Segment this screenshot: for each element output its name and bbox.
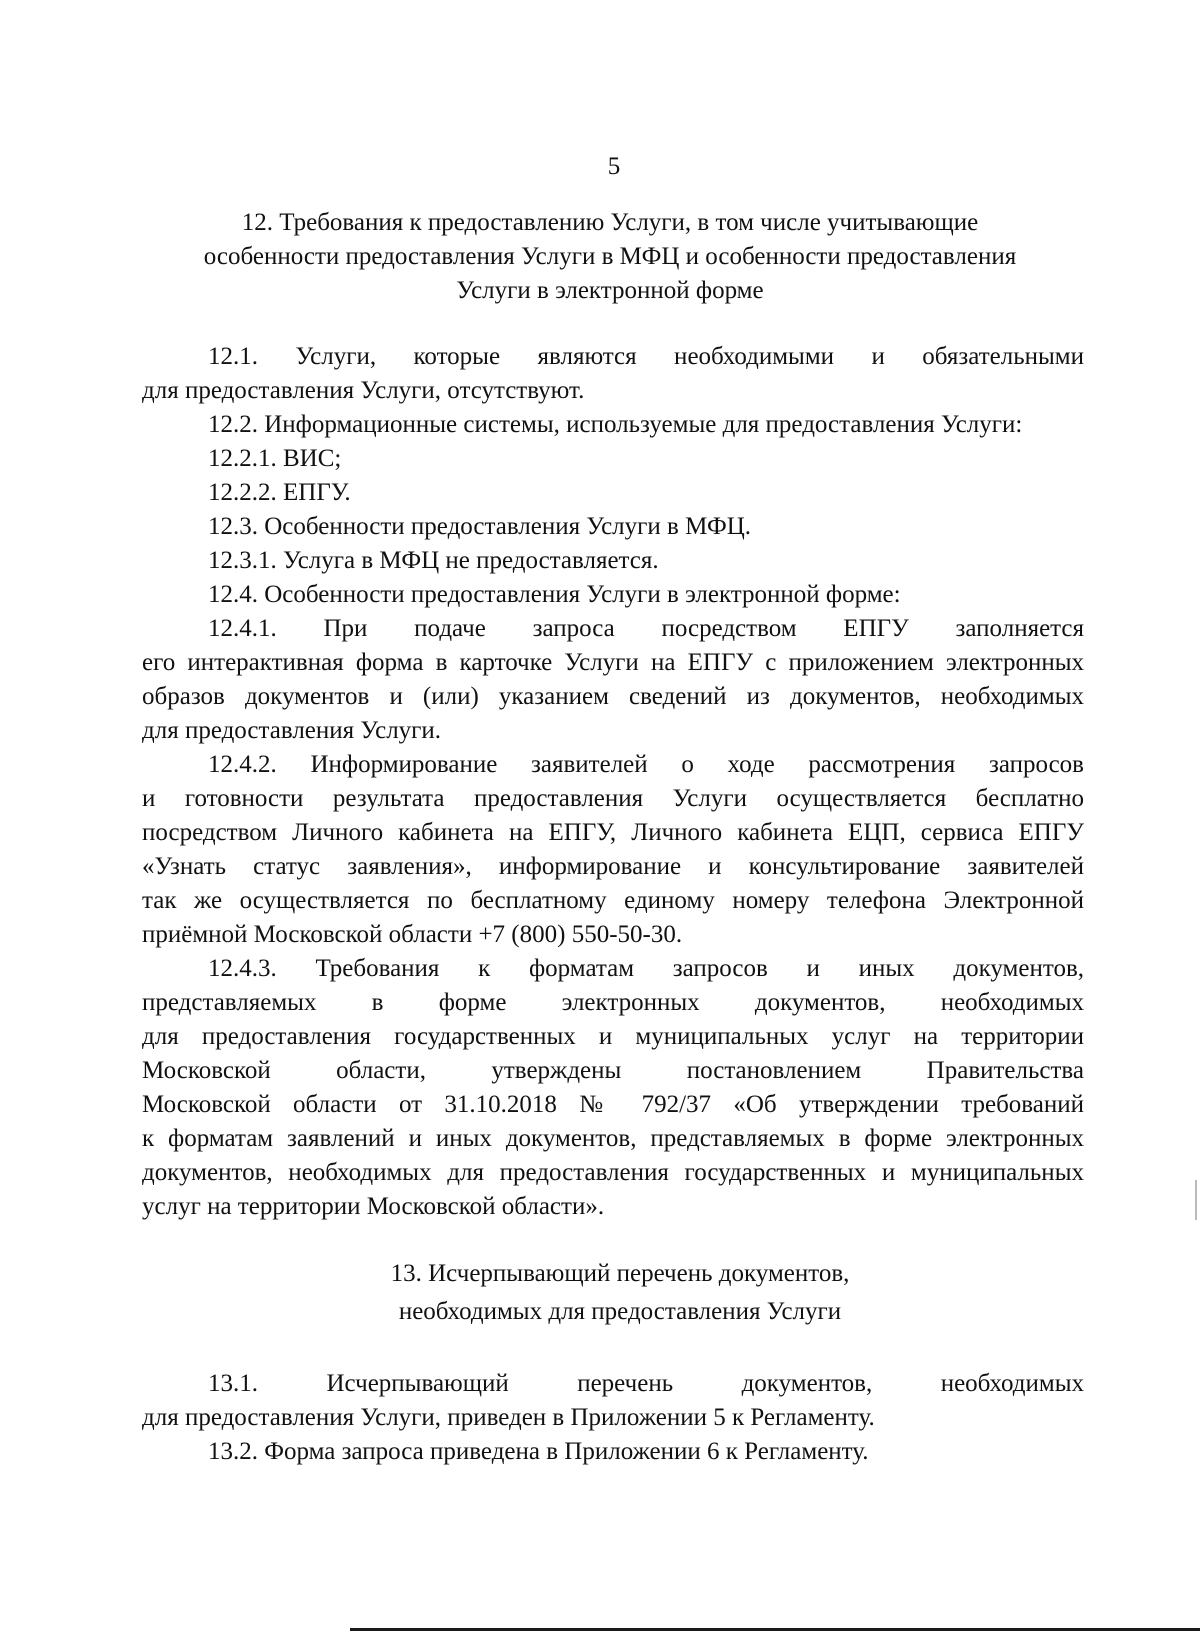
section-12-body [142,340,1084,1224]
page-number: 5 [607,153,621,180]
section-13-body [142,1367,1084,1469]
section-13-heading [340,1255,900,1331]
text-line: 12.3. Особенности предоставления Услуги в МФЦ. [208,513,752,540]
text-line: документов, необходимых для предоставления государственных и муниципальных [142,1159,1084,1186]
text-line: для предоставления Услуги. [142,717,442,744]
text-line: приёмной Московской области +7 (800) 550-50-30. [142,921,683,948]
text-line: представляемых в форме электронных документов, необходимых [142,989,1084,1016]
text-line: 12.4.3. Требования к форматам запросов и иных документов, [208,955,1084,982]
text-line: посредством Личного кабинета на ЕПГУ, Личного кабинета ЕЦП, сервиса ЕПГУ [142,819,1084,846]
text-line: к форматам заявлений и иных документов, представляемых в форме электронных [142,1125,1084,1152]
text-line: так же осуществляется по бесплатному единому номеру телефона Электронной [142,887,1084,914]
scan-edge [350,1628,1200,1631]
heading-line: особенности предоставления Услуги в МФЦ и особенности предоставления [203,243,1017,270]
text-line: для предоставления Услуги, отсутствуют. [142,377,585,404]
text-line: 12.1. Услуги, которые являются необходимыми и обязательными [208,343,1084,370]
heading-line: необходимых для предоставления Услуги [398,1298,842,1325]
text-line: Московской области от 31.10.2018 № 792/37 «Об утверждении требований [142,1091,1084,1118]
section-12-heading [150,206,1070,308]
text-line: 13.2. Форма запроса приведена в Приложении 6 к Регламенту. [208,1438,869,1465]
text-line: 13.1. Исчерпывающий перечень документов, необходимых [208,1370,1084,1397]
text-line: для предоставления государственных и муниципальных услуг на территории [142,1023,1084,1050]
text-line: 12.2.1. ВИС; [208,445,342,472]
heading-line: Услуги в электронной форме [456,277,764,304]
text-line: образов документов и (или) указанием сведений из документов, необходимых [142,683,1084,710]
text-line: 12.3.1. Услуга в МФЦ не предоставляется. [208,547,659,574]
text-line: его интерактивная форма в карточке Услуги на ЕПГУ с приложением электронных [142,649,1084,676]
text-line: 12.4. Особенности предоставления Услуги в электронной форме: [208,581,901,608]
text-line: 12.4.1. При подаче запроса посредством ЕПГУ заполняется [208,615,1084,642]
text-line: «Узнать статус заявления», информирование и консультирование заявителей [142,853,1084,880]
text-line: 12.4.2. Информирование заявителей о ходе рассмотрения запросов [208,751,1084,778]
heading-line: 12. Требования к предоставлению Услуги, в том числе учитывающие [241,209,979,236]
text-line: услуг на территории Московской области». [142,1193,605,1220]
text-line: Московской области, утверждены постановлением Правительства [142,1057,1084,1084]
text-line: и готовности результата предоставления Услуги осуществляется бесплатно [142,785,1084,812]
scan-edge-mark [1195,1180,1197,1220]
text-line: 12.2. Информационные системы, используемые для предоставления Услуги: [208,411,1023,438]
heading-line: 13. Исчерпывающий перечень документов, [390,1260,850,1287]
text-line: 12.2.2. ЕПГУ. [208,479,351,506]
text-line: для предоставления Услуги, приведен в Приложении 5 к Регламенту. [142,1404,875,1431]
